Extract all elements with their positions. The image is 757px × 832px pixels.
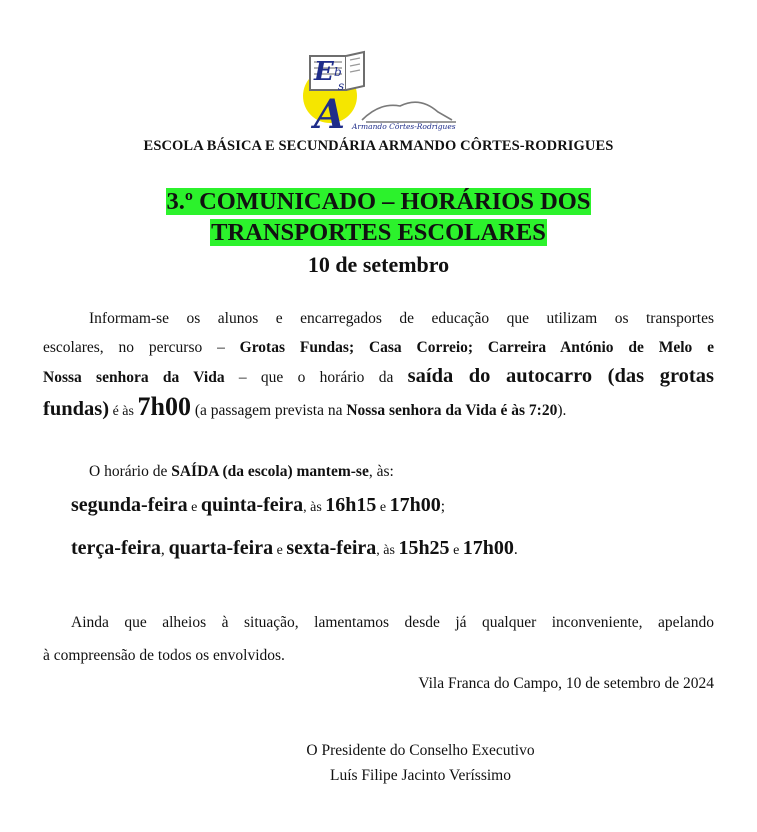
paragraph-2: O horário de SAÍDA (da escola) mantem-se, às:: [89, 463, 394, 480]
school-name: ESCOLA BÁSICA E SECUNDÁRIA ARMANDO CÔRTES-RODRIGUES: [143, 138, 614, 154]
p3-line-2: à compreensão de todos os envolvidos.: [43, 647, 285, 664]
p1-line-4: fundas) é às 7h00 (a passagem prevista na Nossa senhora da Vida é às 7:20).: [43, 392, 567, 421]
p1-line-3: Nossa senhora da Vida – que o horário da saída do autocarro (das grotas: [43, 365, 714, 387]
signature-role: O Presidente do Conselho Executivo: [306, 742, 535, 759]
school-logo: [300, 50, 460, 134]
place-and-date: Vila Franca do Campo, 10 de setembro de 2024: [418, 675, 714, 692]
svg-text:E: E: [314, 57, 334, 87]
title-line-1: 3.º COMUNICADO – HORÁRIOS DOS: [166, 188, 591, 215]
announcement-date: 10 de setembro: [307, 252, 450, 277]
signature-name: Luís Filipe Jacinto Veríssimo: [330, 767, 511, 784]
signature-block: [0, 738, 757, 788]
paragraph-1: [43, 304, 714, 426]
announcement-title: [0, 186, 757, 248]
p3-line-1: Ainda que alheios à situação, lamentamos desde já qualquer inconveniente, apelando: [71, 614, 714, 631]
schedule-row-1: segunda-feira e quinta-feira, às 16h15 e 17h00;: [71, 494, 446, 516]
svg-text:Armando Côrtes-Rodrigues: Armando Côrtes-Rodrigues: [352, 122, 456, 131]
svg-text:A: A: [314, 91, 346, 134]
schedule-row-2: terça-feira, quarta-feira e sexta-feira, às 15h25 e 17h00.: [71, 537, 518, 559]
p1-line-1: Informam-se os alunos e encarregados de educação que utilizam os transportes: [89, 310, 714, 327]
p1-line-2: escolares, no percurso – Grotas Fundas; Casa Correio; Carreira António de Melo e: [43, 339, 714, 356]
title-line-2: TRANSPORTES ESCOLARES: [211, 219, 546, 246]
paragraph-3: [43, 606, 714, 672]
svg-text:s: s: [338, 79, 345, 93]
svg-text:b: b: [334, 65, 342, 79]
